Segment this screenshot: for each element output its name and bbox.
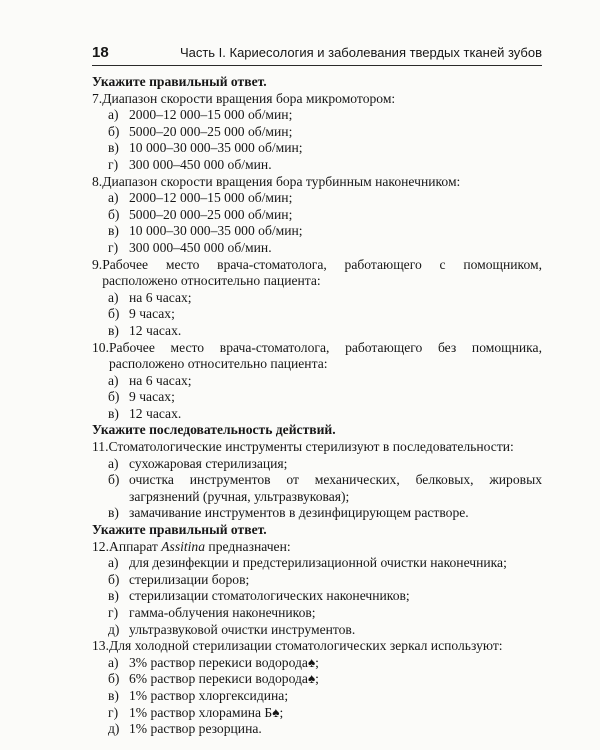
answer-option	[92, 655, 542, 672]
option-letter: д)	[108, 721, 120, 737]
answer-option	[92, 323, 542, 340]
option-letter: в)	[108, 505, 119, 521]
question	[92, 539, 542, 556]
option-text: 10 000–30 000–35 000 об/мин;	[129, 223, 303, 239]
option-text: сухожаровая стерилизация;	[129, 455, 288, 471]
question-text: Рабочее место врача-стоматолога, работающего без помощника, расположено относительно пациента:	[109, 339, 542, 372]
answer-option	[92, 223, 542, 240]
answer-option	[92, 140, 542, 157]
option-text: 10 000–30 000–35 000 об/мин;	[129, 140, 303, 156]
question-number: 9.	[92, 256, 103, 272]
option-letter: б)	[108, 671, 120, 687]
question-number: 11.	[92, 439, 109, 455]
page-content	[92, 74, 542, 738]
question-text	[109, 539, 542, 556]
option-text: 5000–20 000–25 000 об/мин;	[129, 123, 293, 139]
answer-option	[92, 290, 542, 307]
option-letter: а)	[108, 555, 119, 571]
option-letter: г)	[108, 156, 119, 172]
option-text: 12 часах.	[129, 405, 182, 421]
answer-option	[92, 157, 542, 174]
option-text: очистка инструментов от механических, белковых, жировых загрязнений (ручная, ультразвуковая);	[129, 472, 542, 504]
option-text: замачивание инструментов в дезинфицирующем растворе.	[129, 505, 469, 521]
question-number: 12.	[92, 538, 109, 554]
answer-option	[92, 190, 542, 207]
option-letter: в)	[108, 687, 119, 703]
question-text: Рабочее место врача-стоматолога, работающего с помощником, расположено относительно пациента:	[102, 256, 542, 289]
option-letter: в)	[108, 405, 119, 421]
answer-option	[92, 688, 542, 705]
option-letter: а)	[108, 455, 119, 471]
option-letter: г)	[108, 605, 119, 620]
option-text: 1% раствор резорцина.	[129, 721, 262, 737]
page-header	[92, 44, 542, 64]
instruction-heading: Укажите правильный ответ.	[92, 74, 267, 89]
header-rule	[92, 65, 542, 66]
answer-option	[92, 373, 542, 390]
answer-option	[92, 588, 542, 605]
option-text: 3% раствор перекиси водорода♠;	[129, 654, 319, 670]
instruction-heading: Укажите последовательность действий.	[92, 422, 336, 438]
answer-option	[92, 572, 542, 589]
option-text: 2000–12 000–15 000 об/мин;	[129, 107, 293, 123]
option-letter: в)	[108, 223, 119, 239]
question-text: Стоматологические инструменты стерилизуют в последовательности:	[108, 439, 514, 455]
option-letter: б)	[108, 123, 120, 139]
option-text: 300 000–450 000 об/мин.	[129, 156, 272, 172]
option-letter: б)	[108, 306, 120, 322]
option-text: ультразвуковой очистки инструментов.	[129, 621, 356, 637]
option-text: 12 часах.	[129, 322, 182, 338]
instruction-heading: Укажите правильный ответ.	[92, 522, 267, 538]
option-text: стерилизации боров;	[129, 571, 250, 587]
option-letter: а)	[108, 654, 119, 670]
answer-option	[92, 389, 542, 406]
option-text: гамма-облучения наконечников;	[129, 605, 316, 620]
option-letter: д)	[108, 621, 120, 637]
answer-option	[92, 721, 542, 738]
question	[92, 340, 542, 373]
answer-option	[92, 505, 542, 522]
answer-option	[92, 406, 542, 423]
option-text: стерилизации стоматологических наконечников;	[129, 588, 410, 604]
answer-option	[92, 124, 542, 141]
option-text: 2000–12 000–15 000 об/мин;	[129, 190, 293, 206]
question-text: Диапазон скорости вращения бора микромотором:	[102, 90, 396, 106]
option-text: 1% раствор хлорамина Б♠;	[129, 704, 284, 720]
answer-option	[92, 622, 542, 639]
option-letter: в)	[108, 588, 119, 604]
question	[92, 257, 542, 290]
answer-option	[92, 705, 542, 722]
answer-option	[92, 306, 542, 323]
option-letter: г)	[108, 704, 119, 720]
option-text: 1% раствор хлоргексидина;	[129, 687, 289, 703]
answer-option	[92, 240, 542, 257]
question-number: 7.	[92, 90, 103, 106]
option-text: для дезинфекции и предстерилизационной очистки наконечника;	[129, 555, 507, 571]
option-text: на 6 часах;	[129, 372, 192, 388]
question-text: Для холодной стерилизации стоматологических зеркал используют:	[109, 638, 503, 654]
question	[92, 91, 542, 108]
option-text: 300 000–450 000 об/мин.	[129, 239, 272, 255]
option-letter: в)	[108, 322, 119, 338]
option-letter: а)	[108, 372, 119, 388]
option-text: на 6 часах;	[129, 289, 192, 305]
answer-option	[92, 555, 542, 572]
answer-option	[92, 671, 542, 688]
question-number: 13.	[92, 638, 109, 654]
option-letter: в)	[108, 140, 119, 156]
question-text-part: предназначен:	[205, 538, 291, 554]
question	[92, 174, 542, 191]
option-letter: б)	[108, 389, 120, 405]
option-letter: а)	[108, 190, 119, 206]
option-text: 9 часах;	[129, 389, 175, 405]
option-text: 6% раствор перекиси водорода♠;	[129, 671, 319, 687]
option-letter: а)	[108, 289, 119, 305]
answer-option	[92, 472, 542, 505]
question-text-part: Аппарат	[109, 538, 162, 554]
device-name: Assitina	[161, 538, 206, 554]
option-letter: г)	[108, 239, 119, 255]
answer-option	[92, 107, 542, 124]
answer-option	[92, 207, 542, 224]
running-title: Часть I. Кариесология и заболевания твердых тканей зубов	[179, 45, 542, 60]
answer-option	[92, 605, 542, 622]
option-text: 9 часах;	[129, 306, 175, 322]
answer-option	[92, 456, 542, 473]
option-letter: б)	[108, 571, 120, 587]
option-text: 5000–20 000–25 000 об/мин;	[129, 206, 293, 222]
option-letter: б)	[108, 206, 120, 222]
option-letter: б)	[108, 472, 120, 488]
question-number: 8.	[92, 173, 103, 189]
option-letter: а)	[108, 107, 119, 123]
page-number: 18	[92, 44, 109, 61]
question-number: 10.	[92, 339, 109, 355]
question-text: Диапазон скорости вращения бора турбинным наконечником:	[102, 173, 461, 189]
question	[92, 638, 542, 655]
question	[92, 439, 542, 456]
